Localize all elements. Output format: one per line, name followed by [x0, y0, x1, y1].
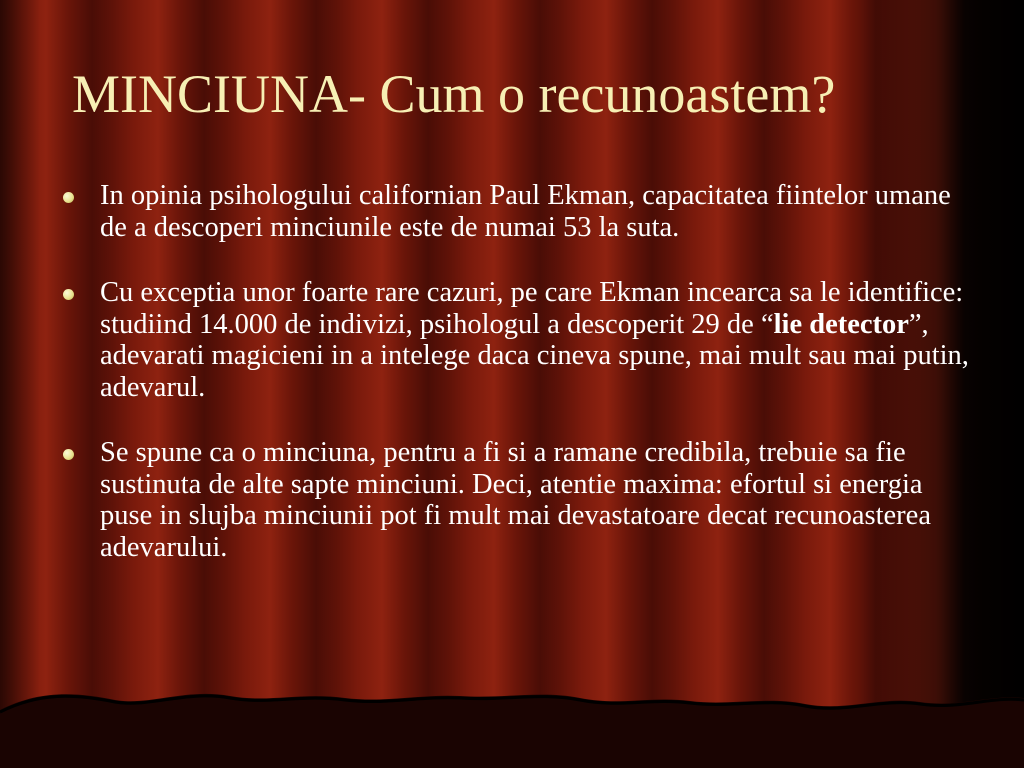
- bullet-text-part: ”, adevarati magicieni in a intelege daca cineva spune, mai mult sau mai putin, adevarul.: [100, 308, 969, 403]
- bullet-text: Se spune ca o minciuna, pentru a fi si a ramane credibila, trebuie sa fie sustinuta de alte sapte minciuni. Deci, atentie maxima: efortul si energia puse in slujba minciunii pot fi mult mai devastatoare decat recunoasterea adevarului.: [100, 437, 931, 563]
- curtain-fringe: [0, 676, 1024, 768]
- bullet-dot-icon: [63, 449, 74, 460]
- bullet-dot-icon: [63, 192, 74, 203]
- bullet-text: [100, 277, 970, 403]
- bullet-item: [0, 437, 970, 563]
- bullet-item: [0, 277, 970, 403]
- bold-term: lie detector: [773, 308, 909, 340]
- bullet-dot-icon: [63, 289, 74, 300]
- bullet-text: In opinia psihologului californian Paul Ekman, capacitatea fiintelor umane de a descoperi minciunile este de numai 53 la suta.: [100, 180, 951, 243]
- slide-title: MINCIUNA- Cum o recunoastem?: [72, 64, 836, 124]
- bullet-item: [0, 180, 970, 243]
- bullet-text-part: Cu exceptia unor foarte rare cazuri, pe care Ekman incearca sa le identifice: studiind 14.000 de indivizi, psihologul a descoperit 29 de “: [100, 277, 964, 340]
- bullet-list: [0, 180, 1024, 597]
